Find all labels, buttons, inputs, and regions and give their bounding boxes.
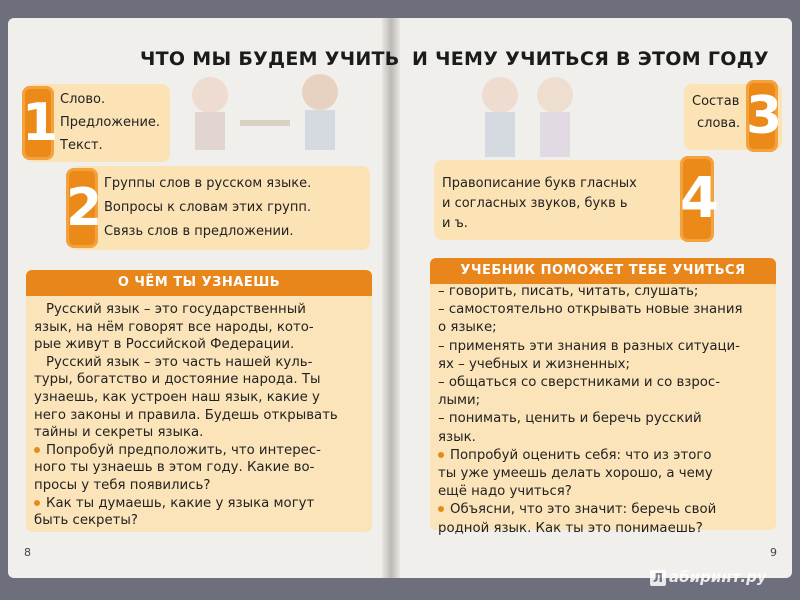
panel-text-line (438, 320, 497, 335)
panel-text-line (438, 448, 711, 463)
panel-text-line (34, 443, 321, 458)
bullet-icon (438, 506, 444, 512)
panel-text-line (34, 496, 314, 511)
panel-text: – самостоятельно открывать новые знания (438, 302, 743, 318)
panel-text: Попробуй предположить, что интерес- (46, 442, 321, 458)
panel-text-line (438, 466, 713, 481)
panel-text-line (34, 390, 320, 405)
topic-number-3 (746, 80, 783, 152)
children-illustration-left (170, 70, 370, 150)
panel-text-line (34, 320, 314, 335)
panel-text: туры, богатство и достояние народа. Ты (34, 372, 321, 388)
panel-text: рые живут в Российской Федерации. (34, 337, 295, 353)
panel-text-line (438, 502, 716, 517)
topic-3-line: Состав (692, 94, 740, 109)
topic-2-line: Вопросы к словам этих групп. (104, 200, 311, 215)
panel-text-line (34, 478, 210, 493)
panel-text-line (34, 513, 138, 528)
textbook-panel-heading: УЧЕБНИК ПОМОЖЕТ ТЕБЕ УЧИТЬСЯ (430, 258, 776, 284)
topic-number-1-label: 1 (22, 93, 59, 153)
panel-text: узнаешь, как устроен наш язык, какие у (34, 390, 320, 405)
panel-text: – общаться со сверстниками и со взрос- (438, 375, 721, 390)
topic-4-line: и ъ. (442, 216, 468, 231)
topic-1-line: Слово. (60, 92, 106, 107)
panel-text-line (46, 355, 312, 370)
panel-text: просы у тебя появились? (34, 478, 211, 493)
panel-text: быть секреты? (34, 513, 138, 529)
panel-text-line (34, 425, 203, 440)
panel-text-line (438, 484, 572, 499)
panel-text: – понимать, ценить и беречь русский (438, 411, 702, 427)
topic-number-4 (680, 156, 719, 242)
panel-text-line (438, 393, 480, 408)
panel-text: тайны и секреты языка. (34, 425, 204, 441)
panel-text: Русский язык – это государственный (46, 302, 306, 317)
panel-text: ещё надо учиться? (438, 484, 572, 500)
panel-text-line (34, 372, 320, 387)
book-gutter (382, 18, 400, 578)
panel-text: язык, на нём говорят все народы, кото- (34, 319, 314, 335)
panel-text: о языке; (438, 320, 497, 336)
panel-text-line (34, 460, 314, 475)
page-number-right: 9 (770, 546, 777, 559)
topic-2-line: Связь слов в предложении. (104, 224, 294, 239)
panel-text-line (438, 411, 702, 426)
panel-text-line (438, 284, 698, 299)
spread-title-left: ЧТО МЫ БУДЕМ УЧИТЬ (140, 48, 400, 70)
panel-text: него законы и правила. Будешь открывать (34, 407, 338, 423)
panel-text: ты уже умеешь делать хорошо, а чему (438, 466, 713, 481)
panel-text-line (438, 521, 703, 536)
panel-text-line (34, 408, 338, 423)
topic-1-line: Предложение. (60, 115, 161, 130)
panel-text-line (438, 357, 630, 372)
topic-4-line: и согласных звуков, букв ь (442, 196, 628, 211)
panel-text-line (34, 337, 294, 352)
topic-3-line: слова. (697, 116, 741, 131)
panel-text-line (46, 302, 306, 317)
spread-title-right: И ЧЕМУ УЧИТЬСЯ В ЭТОМ ГОДУ (412, 48, 769, 70)
watermark-text: абиринт.ру (669, 568, 767, 586)
panel-text: родной язык. Как ты это понимаешь? (438, 520, 703, 536)
topic-2-line: Группы слов в русском языке. (104, 176, 312, 191)
panel-text-line (438, 375, 720, 390)
panel-text: – применять эти знания в разных ситуаци- (438, 338, 740, 354)
panel-text: ях – учебных и жизненных; (438, 356, 631, 372)
topic-number-4-label: 4 (680, 166, 719, 231)
labirint-logo-icon: Л (650, 570, 666, 586)
panel-text: язык. (438, 429, 476, 445)
topic-4-line: Правописание букв гласных (442, 176, 637, 191)
panel-text: Русский язык – это часть нашей куль- (46, 354, 313, 370)
bullet-icon (34, 500, 40, 506)
panel-text-line (438, 339, 740, 354)
panel-text: Попробуй оценить себя: что из этого (450, 447, 712, 463)
bullet-icon (438, 452, 444, 458)
topic-1-line: Текст. (60, 138, 103, 153)
learn-panel-heading: О ЧЁМ ТЫ УЗНАЕШЬ (26, 270, 372, 296)
panel-text: Объясни, что это значит: беречь свой (450, 502, 717, 518)
panel-text: лыми; (438, 393, 481, 409)
topic-number-3-label: 3 (746, 86, 783, 146)
panel-text: – говорить, писать, читать, слушать; (438, 284, 699, 299)
topic-number-2 (66, 168, 103, 248)
page-number-left: 8 (24, 546, 31, 559)
panel-text: ного ты узнаешь в этом году. Какие во- (34, 460, 315, 476)
topic-number-2-label: 2 (66, 178, 103, 238)
panel-text: Как ты думаешь, какие у языка могут (46, 495, 315, 511)
bullet-icon (34, 447, 40, 453)
panel-text-line (438, 430, 476, 445)
children-illustration-right (470, 70, 590, 160)
panel-text-line (438, 302, 742, 317)
watermark (650, 568, 767, 586)
topic-number-1 (22, 86, 59, 160)
